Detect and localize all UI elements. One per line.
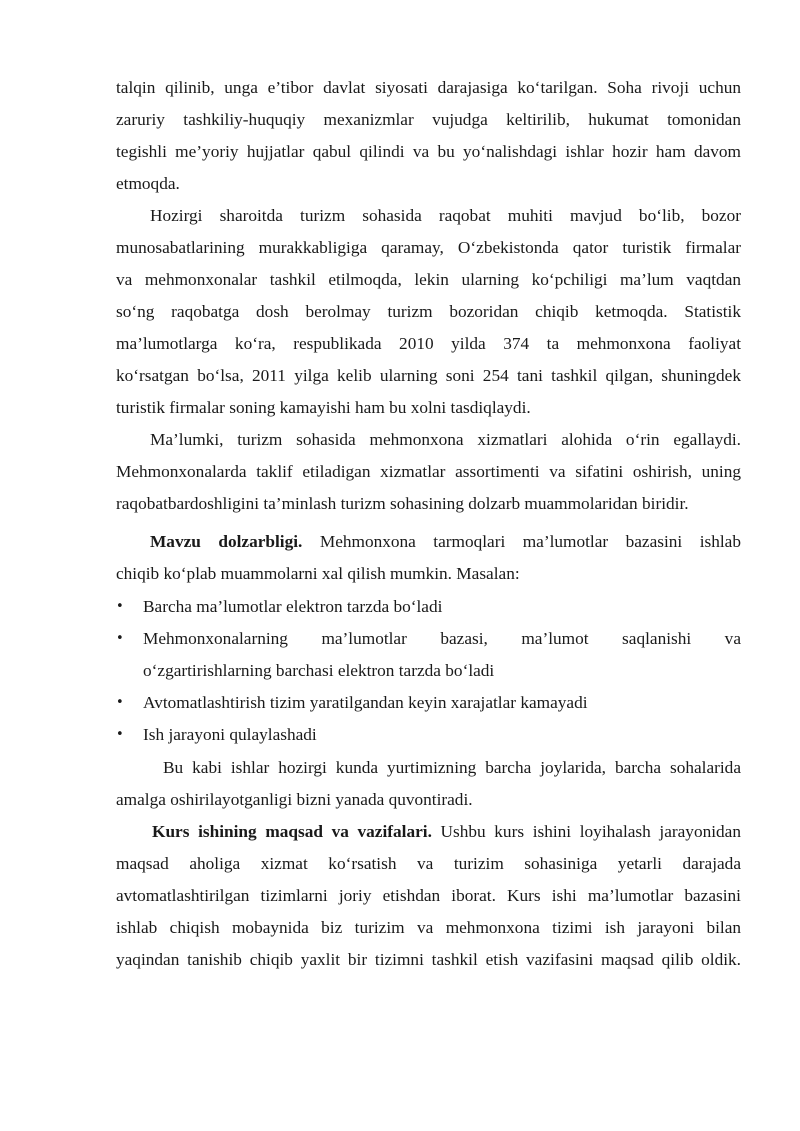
bullet-marker: • [116,599,124,614]
paragraph-line: ko‘rsatgan bo‘lsa, 2011 yilga kelib ularning soni 254 tani tashkil qilgan, shuningdek [116,366,741,385]
paragraph-line: chiqib ko‘plab muammolarni xal qilish mumkin. Masalan: [116,564,520,583]
section-heading-relevance: Mavzu dolzarbligi. [150,532,303,551]
paragraph-line: talqin qilinib, unga e’tibor davlat siyosati darajasiga ko‘tarilgan. Soha rivoji uchun [116,78,741,97]
paragraph-line: turistik firmalar soning kamayishi ham bu xolni tasdiqlaydi. [116,398,531,417]
paragraph-line: Hozirgi sharoitda turizm sohasida raqobat muhiti mavjud bo‘lib, bozor [150,206,741,225]
paragraph-line [150,531,741,553]
section-heading-goals: Kurs ishining maqsad va vazifalari. [152,822,432,841]
paragraph-text: Ushbu kurs ishini loyihalash jarayonidan [440,822,741,841]
paragraph-line: Bu kabi ishlar hozirgi kunda yurtimizning barcha joylarida, barcha sohalarida [163,758,741,777]
paragraph-line [152,821,741,843]
paragraph-line: Mehmonxonalarda taklif etiladigan xizmatlar assortimenti va sifatini oshirish, uning [116,462,741,481]
list-item: Avtomatlashtirish tizim yaratilgandan keyin xarajatlar kamayadi [143,693,588,712]
paragraph-line: ishlab chiqish mobaynida biz turizim va mehmonxona tizimi ish jarayoni bilan [116,918,741,937]
paragraph-line: Ma’lumki, turizm sohasida mehmonxona xizmatlari alohida o‘rin egallaydi. [150,430,741,449]
paragraph-line: yaqindan tanishib chiqib yaxlit bir tizimni tashkil etish vazifasini maqsad qilib oldik. [116,950,741,969]
paragraph-line: munosabatlarining murakkabligiga qaramay, O‘zbekistonda qator turistik firmalar [116,238,741,257]
bullet-marker: • [116,695,124,710]
list-item-continuation: o‘zgartirishlarning barchasi elektron tarzda bo‘ladi [143,661,495,680]
paragraph-line: zaruriy tashkiliy-huquqiy mexanizmlar vujudga keltirilib, hukumat tomonidan [116,110,741,129]
bullet-marker: • [116,727,124,742]
paragraph-line: avtomatlashtirilgan tizimlarni joriy etishdan iborat. Kurs ishi ma’lumotlar bazasini [116,886,741,905]
paragraph-line: amalga oshirilayotganligi bizni yanada quvontiradi. [116,790,473,809]
bullet-marker: • [116,631,124,646]
list-item: Barcha ma’lumotlar elektron tarzda bo‘ladi [143,597,443,616]
list-item: Mehmonxonalarning ma’lumotlar bazasi, ma’lumot saqlanishi va [143,629,741,648]
paragraph-line: raqobatbardoshligini ta’minlash turizm sohasining dolzarb muammolaridan biridir. [116,494,689,513]
paragraph-line: va mehmonxonalar tashkil etilmoqda, lekin ularning ko‘pchiligi ma’lum vaqtdan [116,270,741,289]
paragraph-line: tegishli me’yoriy hujjatlar qabul qilindi va bu yo‘nalishdagi ishlar hozir ham davom [116,142,741,161]
list-item: Ish jarayoni qulaylashadi [143,725,317,744]
paragraph-line: maqsad aholiga xizmat ko‘rsatish va turizim sohasiniga yetarli darajada [116,854,741,873]
paragraph-line: so‘ng raqobatga dosh berolmay turizm bozoridan chiqib ketmoqda. Statistik [116,302,741,321]
paragraph-line: etmoqda. [116,174,180,193]
paragraph-text: Mehmonxona tarmoqlari ma’lumotlar bazasini ishlab [319,532,741,551]
paragraph-line: ma’lumotlarga ko‘ra, respublikada 2010 yilda 374 ta mehmonxona faoliyat [116,334,741,353]
